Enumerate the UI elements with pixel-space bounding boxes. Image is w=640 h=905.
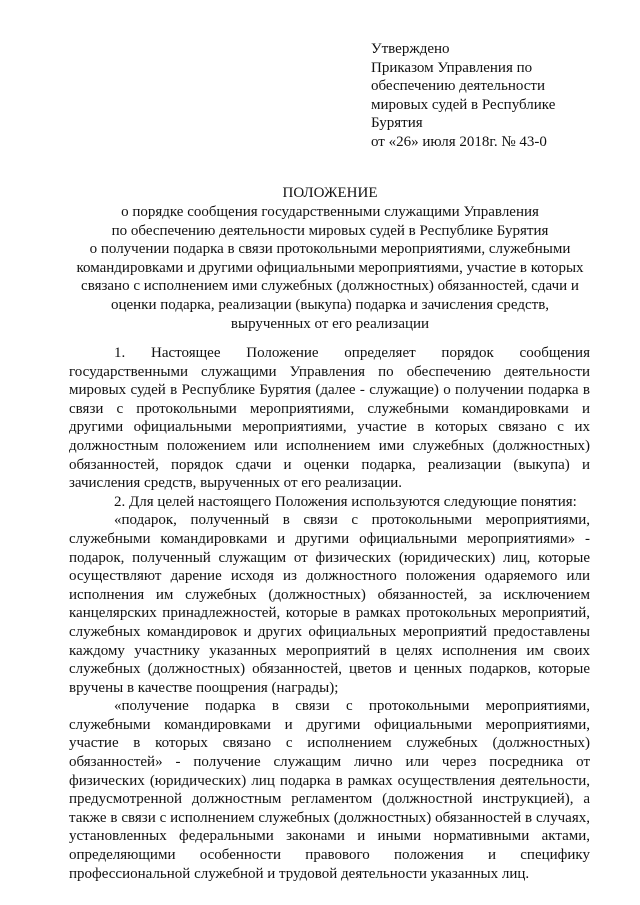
approval-line: мировых судей в Республике — [371, 96, 556, 113]
paragraph-1: 1. Настоящее Положение определяет порядок сообщения государственными служащими Управления по обеспечению деятельности мировых судей в Республике Бурятия (далее - служащие) о получении подарка в связи с протокольными мероприятиями, служебными командировками и другими официальными мероприятиями, участие в которых связано с их должностным положением или исполнением ими служебных (должностных) обязанностей, порядок сдачи и оценки подарка, реализации (выкупа) и зачисления средств, вырученных от его реализации. — [69, 345, 590, 492]
paragraph-definition-receipt: «получение подарка в связи с протокольными мероприятиями, служебными командировками и другими официальными мероприятиями, участие в которых связано с исполнением служебных (должностных) обязанностей» - получение служащим лично или через посредника от физических (юридических) лиц подарка в рамках осуществления деятельности, предусмотренной должностным регламентом (должностной инструкцией), а также в связи с исполнением служебных (должностных) обязанностей в случаях, установленных федеральными законами и иными нормативными актами, определяющими особенности правового положения и специфику профессиональной служебной и трудовой деятельности указанных лиц. — [69, 698, 590, 882]
paragraph-2: 2. Для целей настоящего Положения используются следующие понятия: — [114, 493, 577, 510]
paragraph-definition-gift: «подарок, полученный в связи с протокольными мероприятиями, служебными командировками и другими официальными мероприятиями» - подарок, полученный служащим от физических (юридических) лиц, которые осуществляют дарение исходя из должностного положения одаряемого или исполнения им служебных (должностных) обязанностей, за исключением канцелярских принадлежностей, которые в рамках протокольных мероприятий, служебных командировок и других официальных мероприятий предоставлены каждому участнику указанных мероприятий в целях исполнения им своих служебных (должностных) обязанностей, цветов и ценных подарков, которые вручены в качестве поощрения (награды); — [69, 512, 590, 696]
document-body — [69, 344, 590, 883]
approval-line: Приказом Управления по — [371, 59, 533, 76]
subtitle-line: по обеспечению деятельности мировых судей в Республике Бурятия — [111, 222, 549, 239]
approval-block — [371, 40, 621, 152]
subtitle-line: связано с исполнением ими служебных (должностных) обязанностей, сдачи и — [81, 278, 579, 295]
approval-line: обеспечению деятельности — [371, 78, 546, 95]
document-subtitle — [70, 203, 590, 333]
approval-line: Бурятия — [371, 115, 423, 132]
subtitle-line: оценки подарка, реализации (выкупа) подарка и зачисления средств, — [110, 296, 550, 313]
subtitle-line: командировками и другими официальными мероприятиями, участие в которых — [76, 259, 584, 276]
document-title: ПОЛОЖЕНИЕ — [282, 185, 378, 201]
subtitle-line: вырученных от его реализации — [230, 315, 430, 332]
approval-line: от «26» июля 2018г. № 43-0 — [371, 133, 547, 150]
subtitle-line: о получении подарка в связи протокольными мероприятиями, служебными — [89, 241, 571, 258]
subtitle-line: о порядке сообщения государственными служащими Управления — [121, 204, 539, 220]
approval-line: Утверждено — [371, 41, 450, 57]
